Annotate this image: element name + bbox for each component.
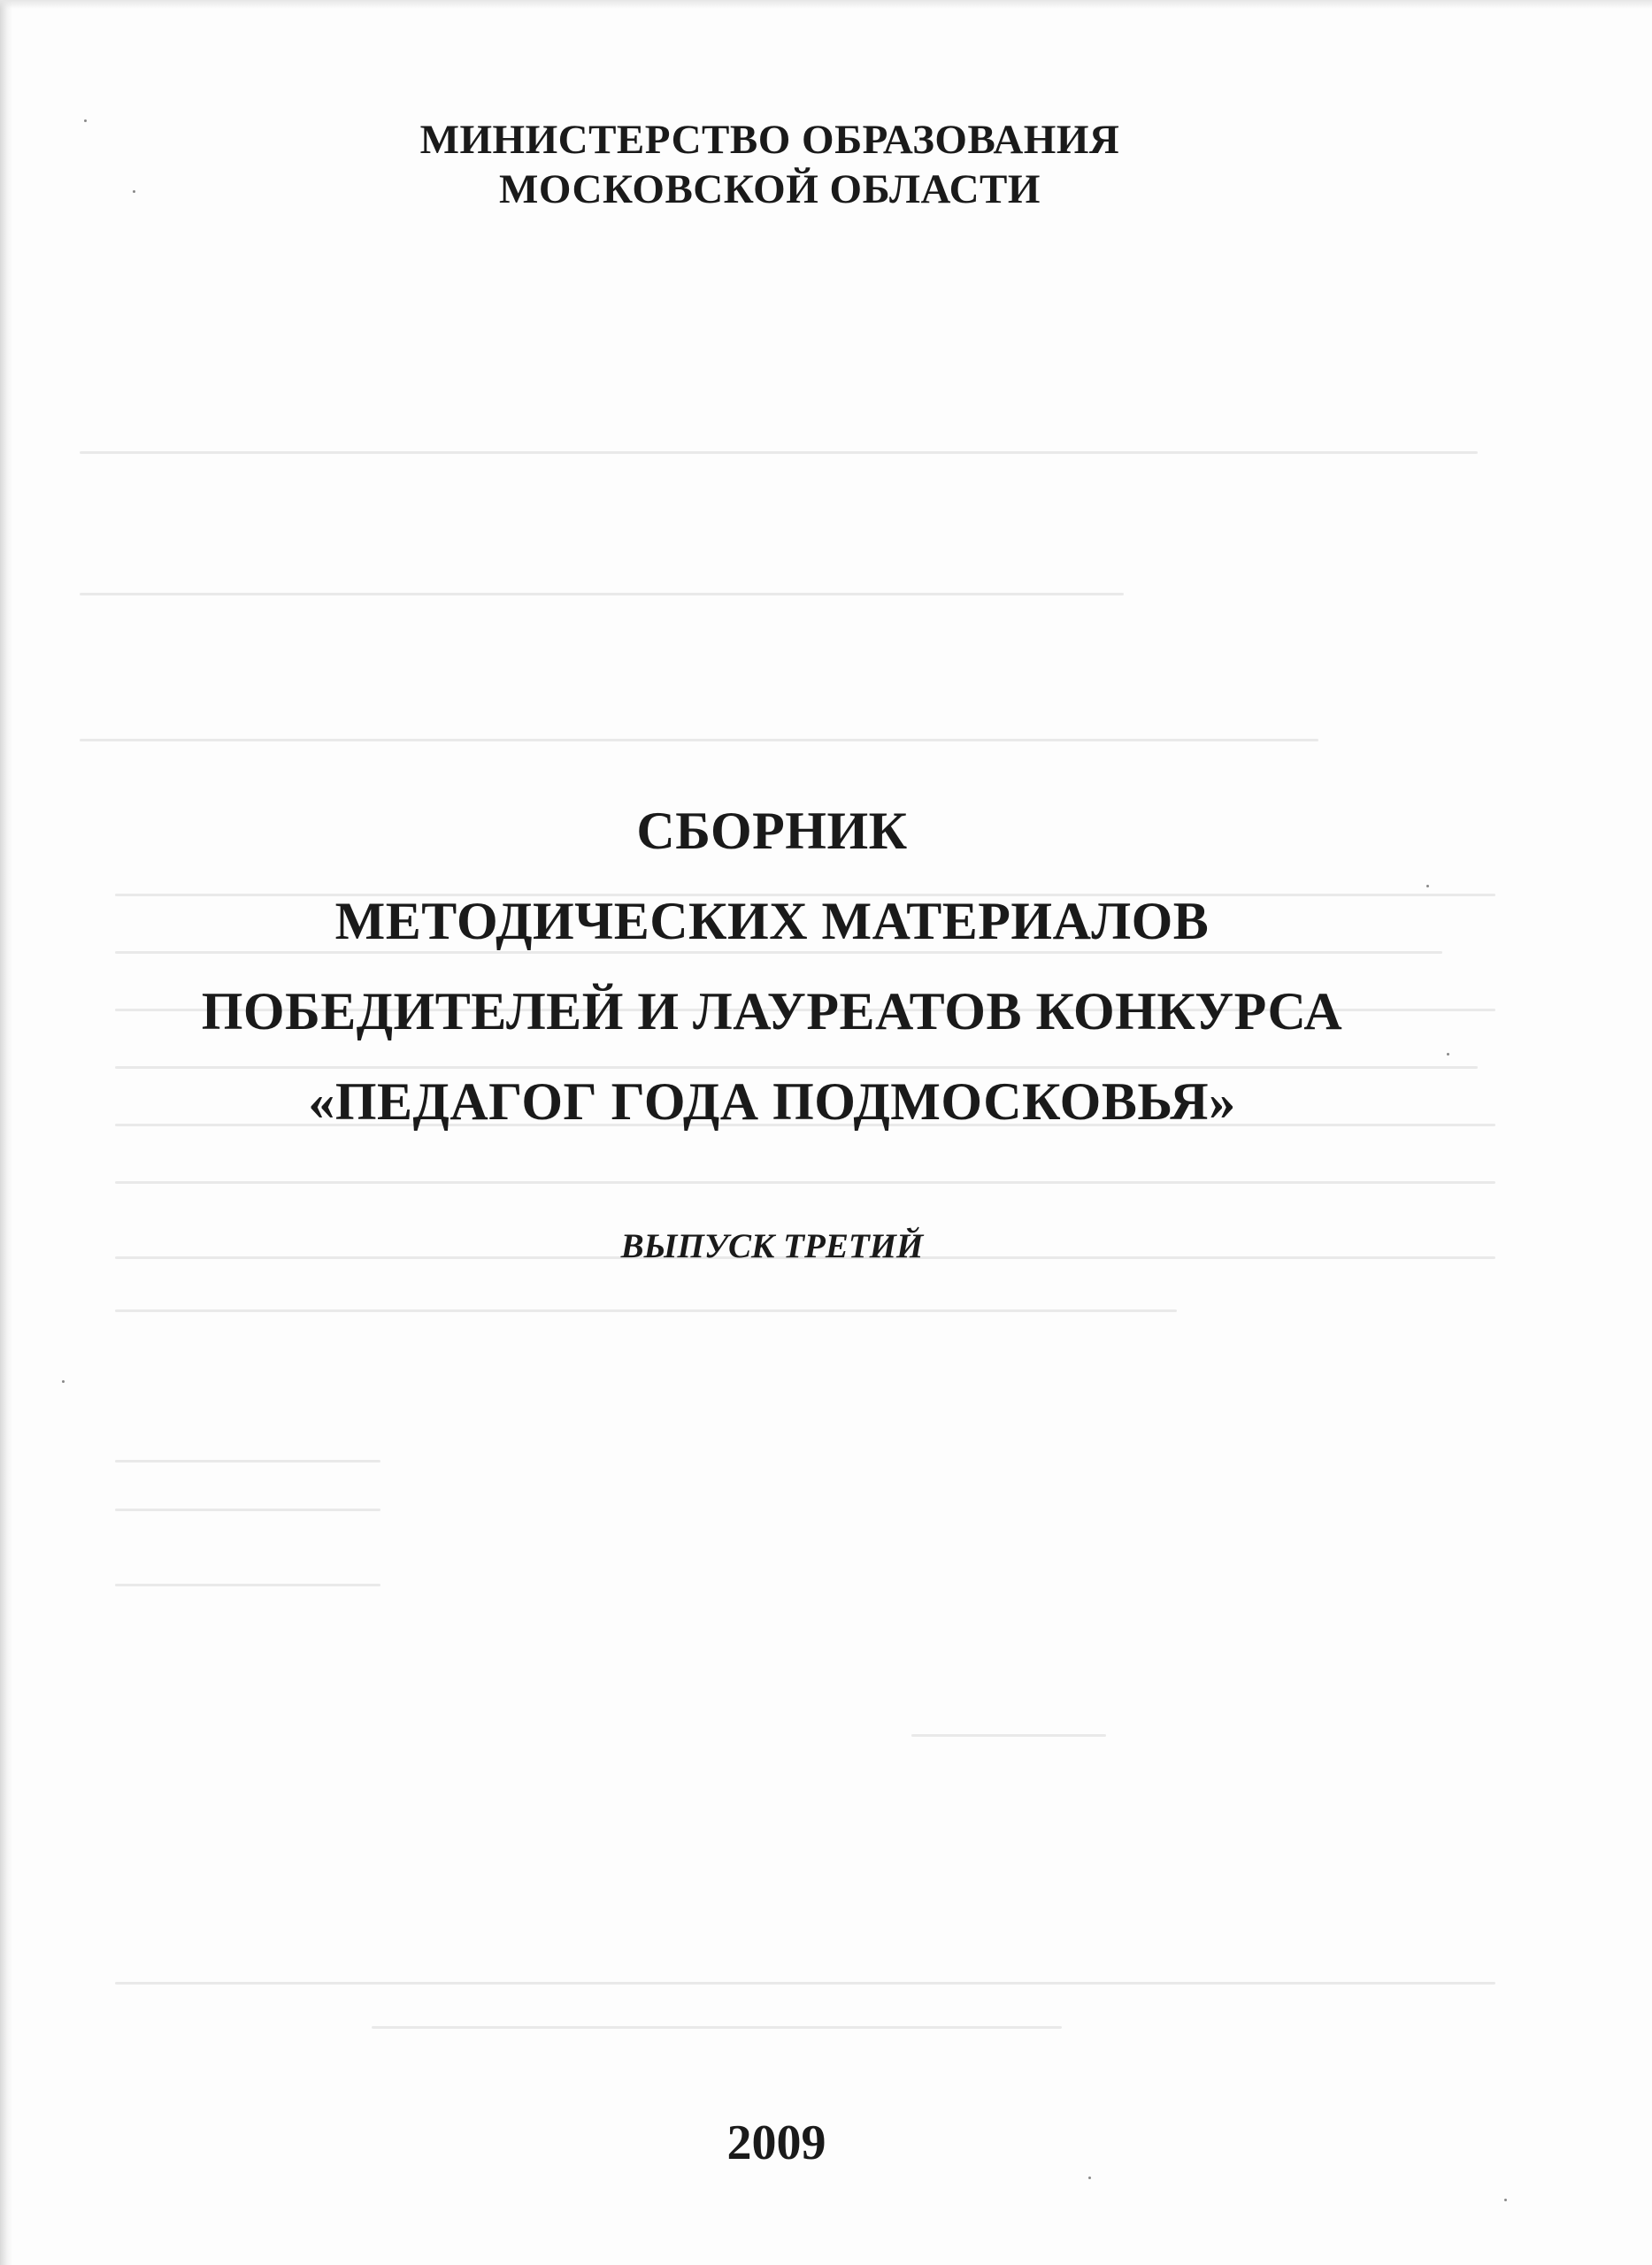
ministry-header (0, 115, 1540, 214)
title-line-3: ПОБЕДИТЕЛЕЙ И ЛАУРЕАТОВ КОНКУРСА (201, 982, 1343, 1040)
top-scan-edge (0, 0, 1652, 9)
title-line-4: «ПЕДАГОГ ГОДА ПОДМОСКОВЬЯ» (308, 1072, 1236, 1131)
issue-number: ВЫПУСК ТРЕТИЙ (620, 1227, 924, 1265)
title-line-1: СБОРНИК (636, 802, 908, 860)
ministry-line-1: МИНИСТЕРСТВО ОБРАЗОВАНИЯ (419, 117, 1120, 163)
document-title (0, 786, 1544, 1147)
ministry-line-2: МОСКОВСКОЙ ОБЛАСТИ (499, 166, 1041, 212)
publication-year: 2009 (726, 2115, 826, 2170)
title-line-2: МЕТОДИЧЕСКИХ МАТЕРИАЛОВ (334, 892, 1210, 950)
